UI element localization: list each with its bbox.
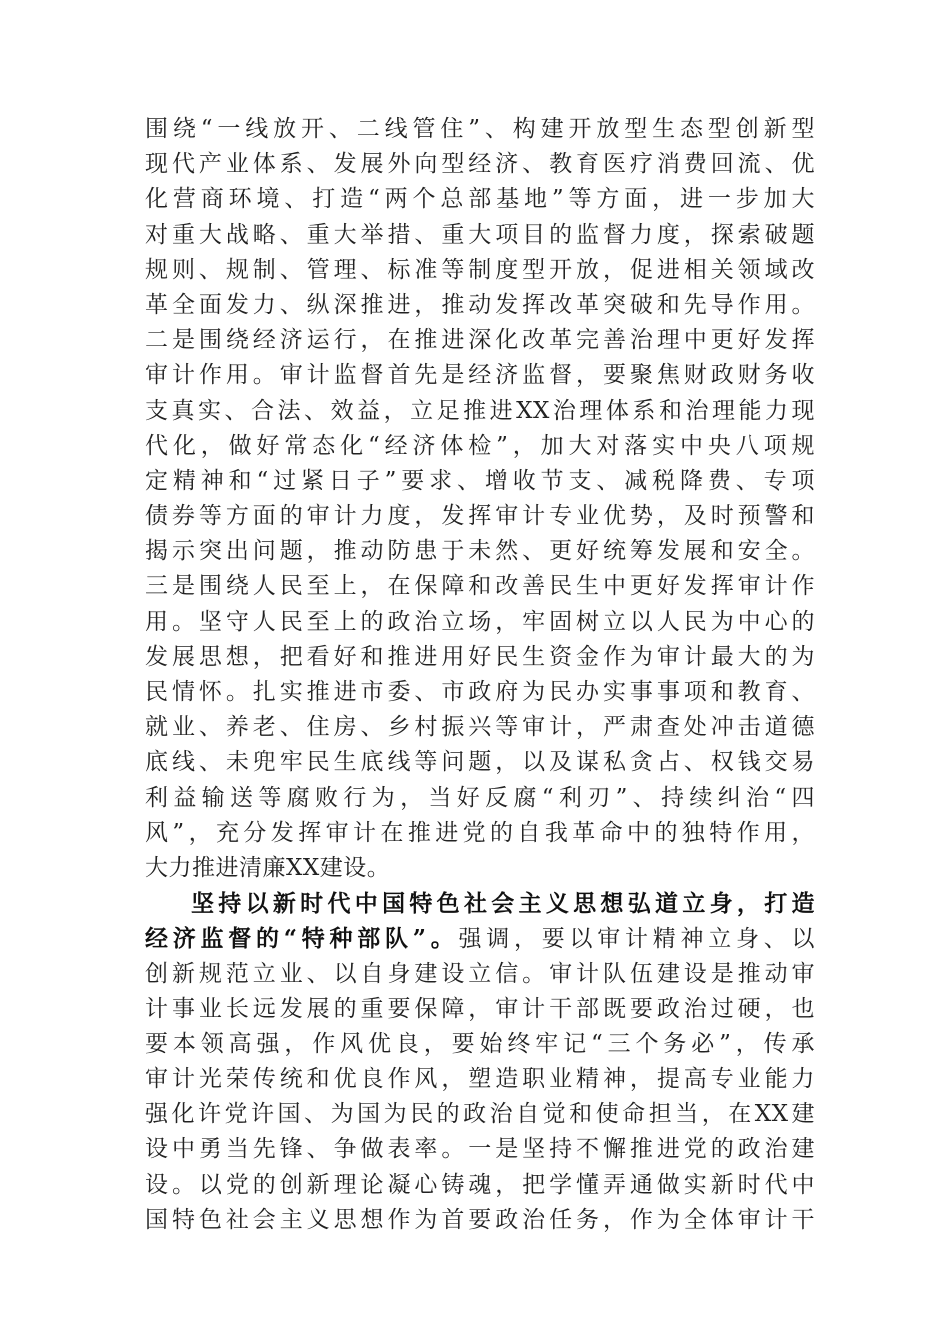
text-line: 代化，做好常态化“经济体检”，加大对落实中央八项规 xyxy=(145,432,815,459)
text-line: 就业、养老、住房、乡村振兴等审计，严肃查处冲击道德 xyxy=(145,714,815,741)
text-line: 揭示突出问题，推动防患于未然、更好统筹发展和安全。 xyxy=(145,538,815,565)
paragraph-heading-tail: 经济监督的“特种部队”。 xyxy=(145,925,459,953)
text-line: 国特色社会主义思想作为首要政治任务，作为全体审计干 xyxy=(145,1206,815,1233)
text-line: 利益输送等腐败行为，当好反腐“利刃”、持续纠治“四 xyxy=(145,784,815,811)
document-body xyxy=(145,112,815,1238)
text-line: 对重大战略、重大举措、重大项目的监督力度，探索破题 xyxy=(145,221,815,248)
text-line: 围绕“一线放开、二线管住”、构建开放型生态型创新型 xyxy=(145,116,815,142)
text-line: 定精神和“过紧日子”要求、增收节支、减税降费、专项 xyxy=(145,467,815,494)
text-line: 支真实、合法、效益，立足推进XX治理体系和治理能力现 xyxy=(145,397,815,424)
text-line: 规则、规制、管理、标准等制度型开放，促进相关领域改 xyxy=(145,256,815,283)
paragraph-heading: 坚持以新时代中国特色社会主义思想弘道立身，打造 xyxy=(191,890,815,918)
text-line: 设。以党的创新理论凝心铸魂，把学懂弄通做实新时代中 xyxy=(145,1171,815,1198)
text-line: 风”，充分发挥审计在推进党的自我革命中的独特作用， xyxy=(145,819,815,846)
paragraph-audit-team xyxy=(145,886,815,1238)
text-line: 债券等方面的审计力度，发挥审计专业优势，及时预警和 xyxy=(145,503,815,530)
paragraph-line xyxy=(145,921,815,956)
text-line: 民情怀。扎实推进市委、市政府为民办实事事项和教育、 xyxy=(145,679,815,705)
text-line: 强化许党许国、为国为民的政治自觉和使命担当，在XX建 xyxy=(145,1101,815,1128)
text-line: 审计光荣传统和优良作风，塑造职业精神，提高专业能力 xyxy=(145,1066,815,1093)
text-line: 要本领高强，作风优良，要始终牢记“三个务必”，传承 xyxy=(145,1030,815,1057)
text-line: 用。坚守人民至上的政治立场，牢固树立以人民为中心的 xyxy=(145,608,815,635)
text-line: 发展思想，把看好和推进用好民生资金作为审计最大的为 xyxy=(145,643,815,670)
text-line: 三是围绕人民至上，在保障和改善民生中更好发挥审计作 xyxy=(145,573,815,600)
paragraph-audit-focus xyxy=(145,112,815,886)
text-line: 大力推进清廉XX建设。 xyxy=(145,854,391,881)
text-line: 创新规范立业、以自身建设立信。审计队伍建设是推动审 xyxy=(145,960,815,987)
paragraph-heading-line xyxy=(145,886,815,921)
text-line: 计事业长远发展的重要保障，审计干部既要政治过硬，也 xyxy=(145,995,815,1022)
text-line: 现代产业体系、发展外向型经济、教育医疗消费回流、优 xyxy=(145,151,815,178)
text-line: 审计作用。审计监督首先是经济监督，要聚焦财政财务收 xyxy=(145,362,815,389)
text-line: 设中勇当先锋、争做表率。一是坚持不懈推进党的政治建 xyxy=(145,1136,815,1163)
paragraph-body xyxy=(145,957,815,1239)
text-line: 革全面发力、纵深推进，推动发挥改革突破和先导作用。 xyxy=(145,291,815,318)
text-line: 底线、未兜牢民生底线等问题，以及谋私贪占、权钱交易 xyxy=(145,749,815,776)
text-line: 化营商环境、打造“两个总部基地”等方面，进一步加大 xyxy=(145,186,815,213)
paragraph-text: 强调，要以审计精神立身、以 xyxy=(458,926,815,953)
text-line: 二是围绕经济运行，在推进深化改革完善治理中更好发挥 xyxy=(145,327,815,354)
